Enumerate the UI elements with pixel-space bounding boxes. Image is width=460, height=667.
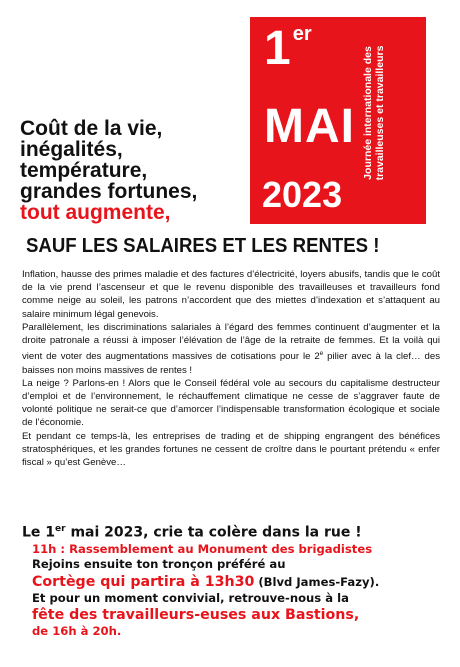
banner-title: SAUF LES SALAIRES ET LES RENTES ! — [26, 235, 380, 257]
date-side-line-2: travailleuses et travailleurs — [374, 45, 386, 181]
cta-fete: fête des travailleurs-euses aux Bastions, — [32, 607, 360, 624]
cta-join: Rejoins ensuite ton tronçon préféré au — [32, 557, 286, 572]
headline-line-3: température, — [20, 159, 148, 182]
date-day: 1 $^{er}$ — [264, 22, 312, 75]
headline-line-4: grandes fortunes, — [20, 180, 198, 203]
cta-rally: 11h : Rassemblement au Monument des brigadistes — [32, 541, 373, 556]
cta-cortege: Cortège qui partira à 13h30 (Blvd James-Fazy). — [32, 573, 380, 590]
date-month: MAI — [264, 100, 355, 153]
cta-convivial: Et pour un moment convivial, retrouve-nous à la — [32, 590, 349, 605]
cta-hours: de 16h à 20h. — [32, 624, 122, 639]
headline-accent: tout augmente, — [20, 201, 171, 224]
date-side-line-1: Journée internationale des — [362, 46, 374, 180]
paragraph-2: Parallèlement, les discriminations salariales à l’égard des femmes continuent d’augmenter et la droite patronale a réussi à imposer l’élévation de l’âge de la retraite de femmes. Et la voilà qui vient de voter des augmentations massives de cotisations pour le 2e pilier avec à la clef… des baisses non moins massives de rentes ! — [22, 321, 440, 376]
headline-line-1: Coût de la vie, — [20, 117, 163, 140]
paragraph-3: La neige ? Parlons-en ! Alors que le Conseil fédéral vole au secours du capitalisme destructeur d’emploi et de l’environnement, le réchauffement climatique ne cesse de s’aggraver faute de volonté politique ne serait-ce que d’amorcer l’indispensable transformation écologique et sociale de l’économie. — [22, 377, 440, 429]
paragraph-4: Et pendant ce temps-là, les entreprises de trading et de shipping engrangent des bénéfices stratosphériques, et les grandes fortunes ne cessent de croître dans le pourtant prétendu « enfer fiscal » qu’est Genève… — [22, 430, 440, 469]
headline-line-2: inégalités, — [20, 138, 123, 161]
headline — [20, 118, 250, 223]
cta-lead: Le 1er mai 2023, crie ta colère dans la rue ! — [22, 524, 362, 541]
date-day-suffix: er — [292, 23, 312, 45]
call-to-action — [22, 520, 442, 640]
body-text — [22, 268, 440, 469]
date-year: 2023 — [262, 174, 343, 215]
date-box — [250, 17, 426, 224]
paragraph-1: Inflation, hausse des primes maladie et des factures d’électricité, loyers abusifs, tandis que le coût de la vie prend l’ascenseur et que le revenu disponible des travailleuses et travailleurs fond comme neige au soleil, les patrons n’accordent que des miettes d’indexation et s’attaquent au salaire minimum légal genevois. — [22, 269, 440, 320]
date-side-caption — [362, 18, 386, 208]
